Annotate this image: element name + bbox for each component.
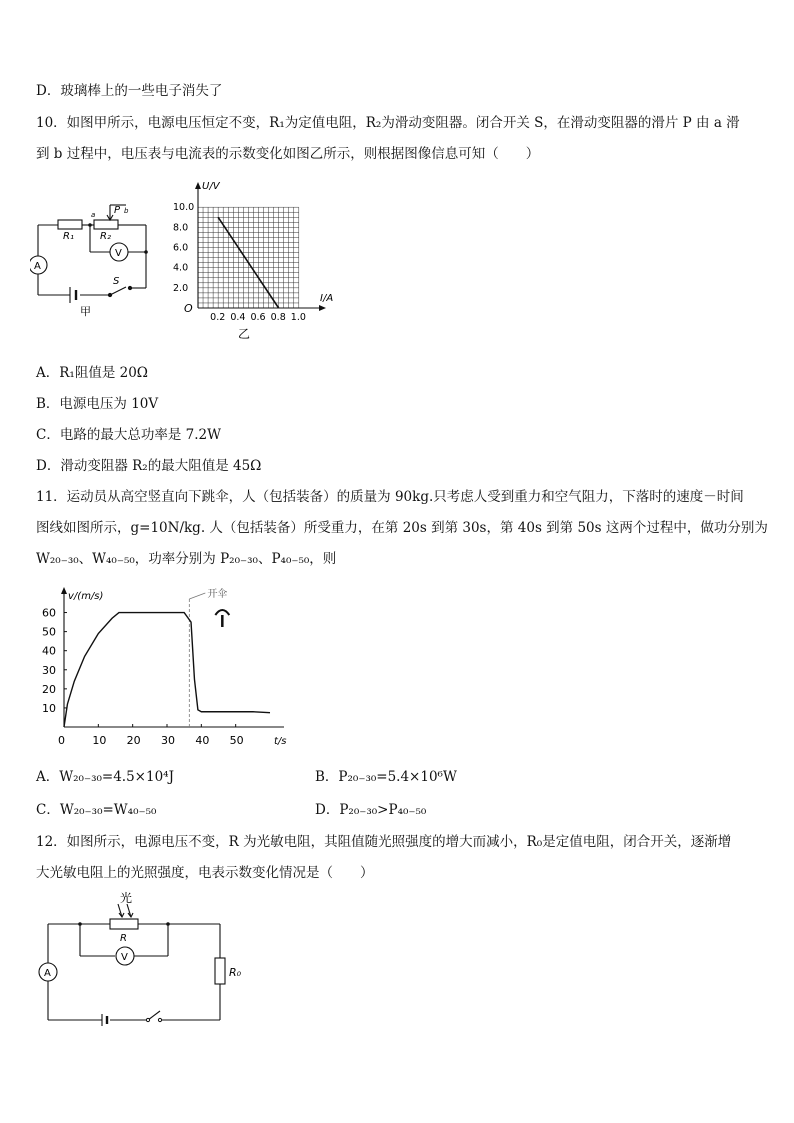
ammeter-label: A [34, 261, 41, 272]
y-tick-label: 30 [42, 663, 56, 677]
x-tick-label: 50 [229, 734, 244, 747]
point-a-label: a [91, 211, 96, 219]
q10-ui-graph [170, 178, 335, 348]
q10-circuit-figure [30, 195, 160, 320]
series-line-vt [64, 613, 270, 727]
photoresistor [110, 919, 138, 929]
q10-option-d: D．滑动变阻器 R₂的最大阻值是 45Ω [36, 458, 262, 474]
x-tick-label: 40 [195, 734, 210, 747]
y-tick-label: 10 [42, 701, 56, 715]
x-tick-label: 0.2 [210, 312, 226, 323]
q11-stem-line2: 图线如图所示，g=10N/kg. 人（包括装备）所受重力，在第 20s 到第 30s，第 40s 到第 50s 这两个过程中，做功分别为 [36, 520, 768, 536]
y-tick-label: 2.0 [173, 282, 189, 294]
x-tick-label: 0.6 [250, 312, 266, 323]
x-tick-label: 20 [126, 734, 141, 747]
x-axis-label: t/s [274, 736, 287, 747]
x-axis-arrow [319, 305, 326, 311]
y-tick-label: 60 [42, 606, 56, 620]
r0-resistor [215, 958, 225, 984]
q11-vt-graph [30, 585, 290, 755]
x-axis-label: I/A [320, 293, 334, 304]
q10-stem-line1: 10．如图甲所示，电源电压恒定不变，R₁为定值电阻，R₂为滑动变阻器。闭合开关 S，在滑动变阻器的滑片 P 由 a 滑 [36, 115, 740, 131]
y-axis-arrow [195, 182, 201, 189]
r2-resistor [94, 220, 118, 229]
q10-option-a: A．R₁阻值是 20Ω [36, 365, 148, 381]
q12-voltmeter-label: V [121, 952, 128, 963]
origin-label: O [184, 302, 193, 315]
y-tick-label: 4.0 [173, 262, 189, 274]
q11-option-a: A．W₂₀₋₃₀=4.5×10⁴J [36, 769, 174, 785]
annotation-label: 开伞 [207, 589, 228, 600]
r1-resistor [58, 220, 82, 229]
q9-option-d: D．玻璃棒上的一些电子消失了 [36, 83, 223, 99]
graph-caption: 乙 [238, 327, 251, 341]
q11-option-b: B．P₂₀₋₃₀=5.4×10⁶W [315, 769, 457, 785]
switch-label: S [113, 276, 120, 287]
y-tick-label: 20 [42, 682, 56, 696]
x-tick-label: 30 [161, 734, 175, 747]
q11-option-c: C．W₂₀₋₃₀=W₄₀₋₅₀ [36, 802, 157, 818]
x-tick-label: 0.8 [270, 312, 286, 323]
q12-ammeter-label: A [44, 968, 51, 979]
q10-option-b: B．电源电压为 10V [36, 396, 159, 412]
r2-label: R₂ [100, 231, 111, 242]
q11-option-d: D．P₂₀₋₃₀>P₄₀₋₅₀ [315, 802, 427, 818]
slider-p-label: P [114, 205, 121, 216]
photoresistor-label: R [120, 933, 127, 944]
q11-stem-line3: W₂₀₋₃₀、W₄₀₋₅₀，功率分别为 P₂₀₋₃₀、P₄₀₋₅₀，则 [36, 551, 337, 567]
y-tick-label: 6.0 [173, 242, 189, 254]
circuit-caption: 甲 [80, 305, 91, 318]
light-label: 光 [120, 891, 133, 905]
q12-stem-line1: 12．如图所示，电源电压不变，R 为光敏电阻，其阻值随光照强度的增大而减小，R₀是定值电阻，闭合开关，逐渐增 [36, 834, 732, 850]
x-tick-label: 0.4 [230, 312, 246, 323]
parachute-icon [215, 610, 229, 615]
point-b-label: b [124, 207, 129, 215]
y-axis-label: v/(m/s) [68, 591, 104, 602]
q11-stem-line1: 11．运动员从高空竖直向下跳伞，人（包括装备）的质量为 90kg.只考虑人受到重力和空气阻力，下落时的速度－时间 [36, 489, 744, 505]
q12-circuit-figure [30, 888, 260, 1033]
q12-stem-line2: 大光敏电阻上的光照强度，电表示数变化情况是（ ） [36, 865, 374, 881]
y-axis-arrow [61, 587, 67, 594]
y-tick-label: 40 [42, 644, 56, 658]
q10-option-c: C．电路的最大总功率是 7.2W [36, 427, 221, 443]
r0-label: R₀ [229, 966, 242, 979]
y-tick-label: 8.0 [173, 222, 189, 234]
x-tick-label: 10 [92, 734, 107, 747]
q10-stem-line2: 到 b 过程中，电压表与电流表的示数变化如图乙所示，则根据图像信息可知（ ） [36, 146, 540, 162]
y-tick-label: 50 [42, 625, 56, 639]
x-tick-label: 1.0 [290, 312, 306, 323]
x-tick-label: 0 [58, 734, 65, 747]
annotation-leader [189, 593, 205, 599]
y-axis-label: U/V [202, 181, 220, 192]
r1-label: R₁ [63, 231, 74, 242]
y-tick-label: 10.0 [173, 202, 195, 214]
voltmeter-label: V [115, 248, 122, 259]
